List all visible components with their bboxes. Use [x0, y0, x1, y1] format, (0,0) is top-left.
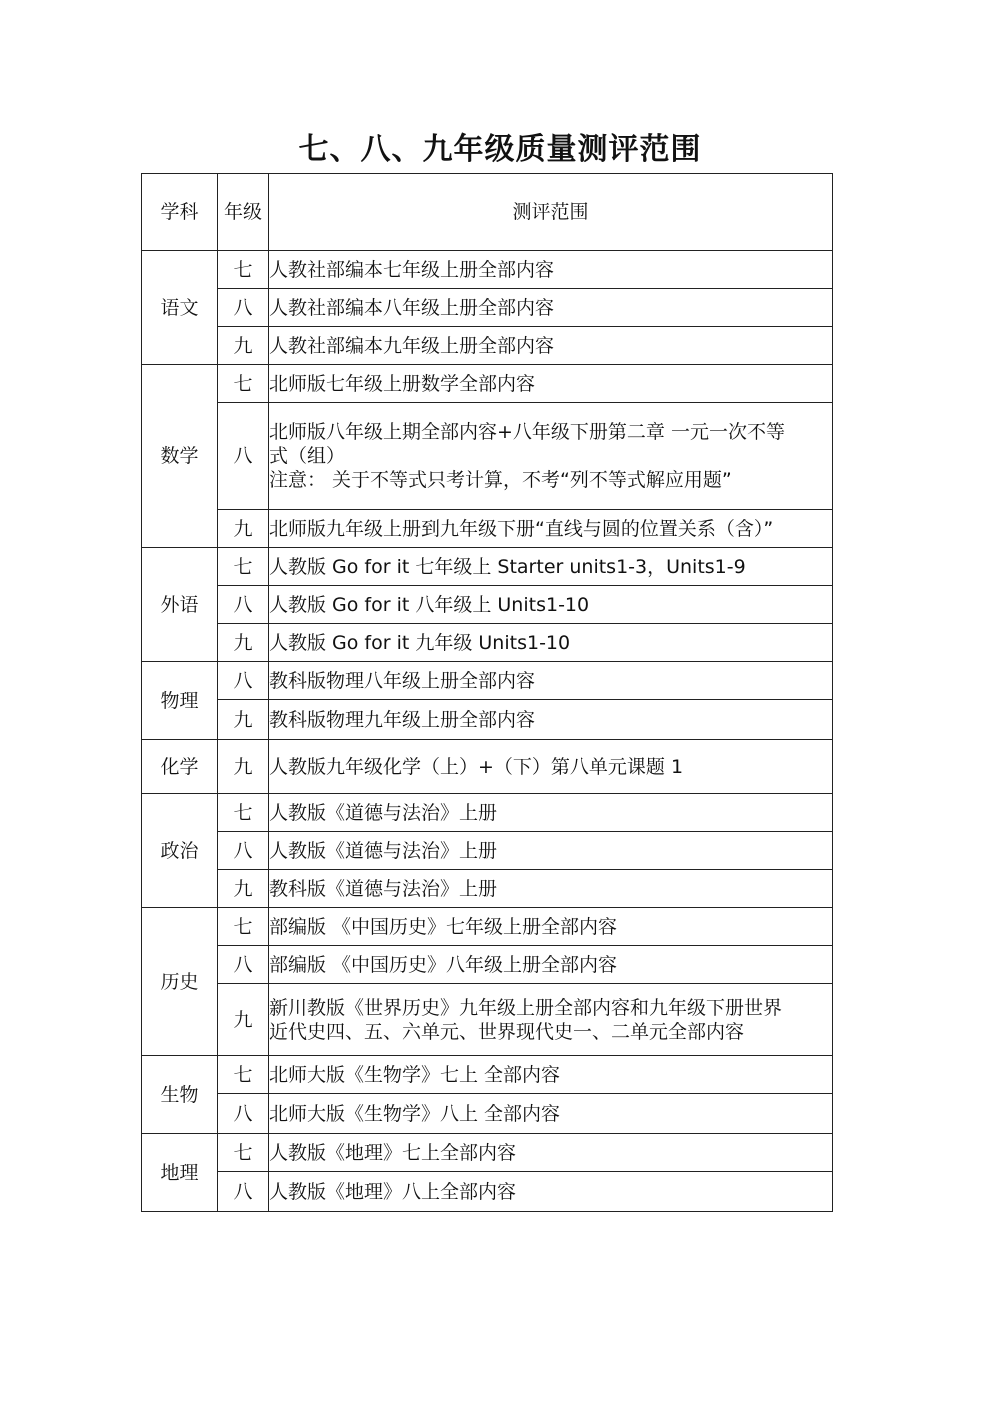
table-row [142, 1094, 833, 1134]
table-row [142, 946, 833, 984]
table-row [142, 251, 833, 289]
scope-cell: 人教社部编本七年级上册全部内容 [269, 251, 833, 289]
scope-cell: 人教版《地理》八上全部内容 [269, 1172, 833, 1212]
grade-cell: 九 [218, 740, 269, 794]
table-row [142, 908, 833, 946]
assessment-scope-table [141, 173, 833, 1212]
table-row [142, 1172, 833, 1212]
table-row [142, 289, 833, 327]
grade-cell: 七 [218, 548, 269, 586]
scope-cell: 人教版 Go for it 八年级上 Units1-10 [269, 586, 833, 624]
table-row [142, 794, 833, 832]
grade-cell: 七 [218, 794, 269, 832]
grade-cell: 七 [218, 251, 269, 289]
grade-cell: 九 [218, 984, 269, 1056]
subject-cell-chinese: 语文 [142, 251, 218, 365]
grade-cell: 九 [218, 327, 269, 365]
table-row [142, 832, 833, 870]
subject-cell-chemistry: 化学 [142, 740, 218, 794]
scope-cell: 教科版《道德与法治》上册 [269, 870, 833, 908]
subject-cell-physics: 物理 [142, 662, 218, 740]
scope-cell: 北师版九年级上册到九年级下册“直线与圆的位置关系（含）” [269, 510, 833, 548]
header-grade: 年级 [218, 174, 269, 251]
grade-cell: 九 [218, 870, 269, 908]
header-scope: 测评范围 [269, 174, 833, 251]
grade-cell: 八 [218, 403, 269, 510]
table-row [142, 984, 833, 1056]
grade-cell: 九 [218, 624, 269, 662]
scope-cell: 人教版《道德与法治》上册 [269, 794, 833, 832]
table-row [142, 700, 833, 740]
table-row [142, 365, 833, 403]
table-row [142, 1134, 833, 1172]
grade-cell: 九 [218, 700, 269, 740]
scope-cell: 北师版八年级上期全部内容+八年级下册第二章 一元一次不等 式（组） 注意： 关于不等式只考计算，不考“列不等式解应用题” [269, 403, 833, 510]
scope-cell: 部编版 《中国历史》七年级上册全部内容 [269, 908, 833, 946]
scope-cell: 教科版物理八年级上册全部内容 [269, 662, 833, 700]
table-row [142, 740, 833, 794]
table-row [142, 870, 833, 908]
scope-cell: 人教版 Go for it 九年级 Units1-10 [269, 624, 833, 662]
scope-cell: 北师版七年级上册数学全部内容 [269, 365, 833, 403]
table-row [142, 624, 833, 662]
grade-cell: 八 [218, 1094, 269, 1134]
grade-cell: 八 [218, 946, 269, 984]
table-header-row [142, 174, 833, 251]
scope-cell: 北师大版《生物学》八上 全部内容 [269, 1094, 833, 1134]
table-row [142, 327, 833, 365]
subject-cell-geography: 地理 [142, 1134, 218, 1212]
subject-cell-biology: 生物 [142, 1056, 218, 1134]
header-subject: 学科 [142, 174, 218, 251]
table-row [142, 403, 833, 510]
grade-cell: 八 [218, 662, 269, 700]
subject-cell-politics: 政治 [142, 794, 218, 908]
grade-cell: 七 [218, 1056, 269, 1094]
grade-cell: 八 [218, 586, 269, 624]
subject-cell-english: 外语 [142, 548, 218, 662]
grade-cell: 七 [218, 1134, 269, 1172]
scope-cell: 人教版《地理》七上全部内容 [269, 1134, 833, 1172]
scope-cell: 部编版 《中国历史》八年级上册全部内容 [269, 946, 833, 984]
table-row [142, 1056, 833, 1094]
grade-cell: 八 [218, 1172, 269, 1212]
scope-cell: 人教版九年级化学（上）+（下）第八单元课题 1 [269, 740, 833, 794]
scope-cell: 人教版 Go for it 七年级上 Starter units1-3，Units1-9 [269, 548, 833, 586]
scope-cell: 教科版物理九年级上册全部内容 [269, 700, 833, 740]
table-row [142, 510, 833, 548]
table-row [142, 548, 833, 586]
scope-cell: 人教社部编本九年级上册全部内容 [269, 327, 833, 365]
grade-cell: 九 [218, 510, 269, 548]
grade-cell: 七 [218, 908, 269, 946]
grade-cell: 八 [218, 289, 269, 327]
page-title: 七、八、九年级质量测评范围 [298, 132, 702, 167]
scope-cell: 北师大版《生物学》七上 全部内容 [269, 1056, 833, 1094]
grade-cell: 八 [218, 832, 269, 870]
grade-cell: 七 [218, 365, 269, 403]
table-row [142, 662, 833, 700]
subject-cell-history: 历史 [142, 908, 218, 1056]
subject-cell-math: 数学 [142, 365, 218, 548]
scope-cell: 人教版《道德与法治》上册 [269, 832, 833, 870]
scope-cell: 新川教版《世界历史》九年级上册全部内容和九年级下册世界 近代史四、五、六单元、世界现代史一、二单元全部内容 [269, 984, 833, 1056]
scope-cell: 人教社部编本八年级上册全部内容 [269, 289, 833, 327]
table-row [142, 586, 833, 624]
